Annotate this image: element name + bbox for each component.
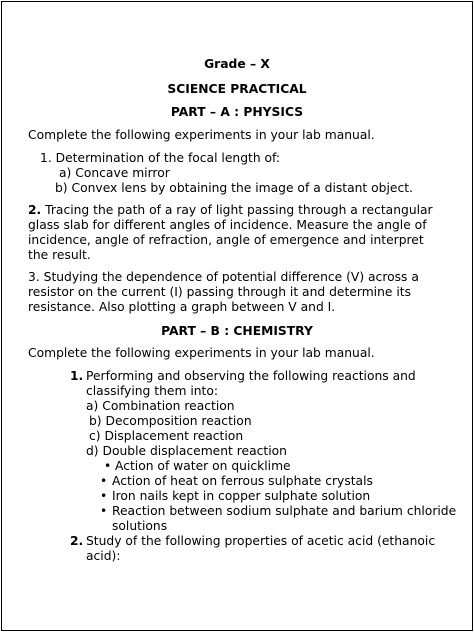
chemistry-item-1-text: Performing and observing the following reactions and: [86, 369, 416, 383]
grade-heading: Grade – X: [204, 57, 270, 71]
physics-item-2-text: Tracing the path of a ray of light passing through a rectangular: [45, 203, 433, 217]
physics-item-2-text: the result.: [28, 248, 91, 262]
physics-item-2-text: glass slab for different angles of incidence. Measure the angle of: [28, 218, 427, 232]
physics-item-1b: b) Convex lens by obtaining the image of a distant object.: [55, 181, 413, 195]
bullet-icon: •: [100, 504, 108, 518]
chemistry-item-2-text: acid):: [86, 549, 121, 563]
physics-item-3-text: 3. Studying the dependence of potential difference (V) across a: [28, 270, 419, 284]
physics-item-2-number: 2.: [28, 203, 42, 217]
physics-item-2-line: [28, 203, 433, 218]
bullet-text: Action of water on quicklime: [115, 459, 291, 473]
subject-heading: SCIENCE PRACTICAL: [167, 82, 307, 96]
document-page: [1, 1, 473, 631]
chemistry-intro: Complete the following experiments in your lab manual.: [28, 346, 375, 360]
physics-item-1: 1. Determination of the focal length of:: [40, 151, 281, 165]
reaction-type: d) Double displacement reaction: [86, 444, 287, 458]
bullet-icon: •: [100, 489, 108, 503]
chemistry-item-2-number: 2.: [70, 534, 84, 548]
chemistry-item-2-text: Study of the following properties of acetic acid (ethanoic: [86, 534, 436, 548]
part-a-heading: PART – A : PHYSICS: [170, 105, 304, 119]
bullet-text: Reaction between sodium sulphate and barium chloride: [112, 504, 457, 518]
reaction-type: b) Decomposition reaction: [89, 414, 252, 428]
bullet-text: Action of heat on ferrous sulphate crystals: [112, 474, 373, 488]
bullet-text-continuation: solutions: [112, 519, 168, 533]
chemistry-item-1-text: classifying them into:: [86, 384, 219, 398]
physics-item-3-text: resistor on the current (I) passing through it and determine its: [28, 285, 412, 299]
physics-intro: Complete the following experiments in your lab manual.: [28, 128, 375, 142]
physics-item-1a: a) Concave mirror: [59, 166, 170, 180]
reaction-type: a) Combination reaction: [86, 399, 235, 413]
part-b-heading: PART – B : CHEMISTRY: [161, 324, 313, 338]
bullet-icon: •: [100, 474, 108, 488]
physics-item-2-text: incidence, angle of refraction, angle of emergence and interpret: [28, 233, 424, 247]
reaction-type: c) Displacement reaction: [89, 429, 244, 443]
physics-item-3-text: resistance. Also plotting a graph between V and I.: [28, 300, 336, 314]
bullet-icon: •: [104, 459, 112, 473]
chemistry-item-1-number: 1.: [70, 369, 84, 383]
bullet-text: Iron nails kept in copper sulphate solution: [112, 489, 371, 503]
